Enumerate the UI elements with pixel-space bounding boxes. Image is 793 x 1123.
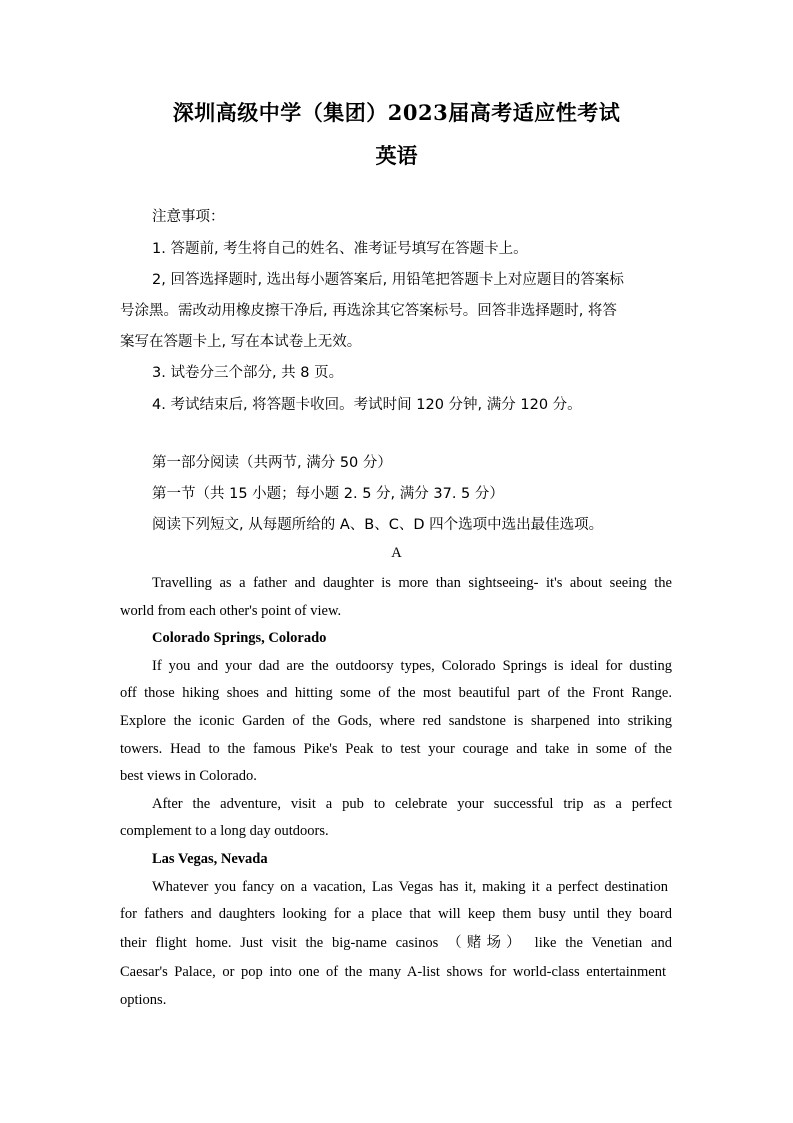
note-item-2-line-2: 号涂黑。需改动用橡皮擦干净后, 再选涂其它答案标号。回答非选择题时, 将答 — [120, 303, 617, 319]
heading-colorado: Colorado Springs, Colorado — [152, 630, 327, 646]
section-one-heading: 第一节（共 15 小题；每小题 2. 5 分, 满分 37. 5 分） — [152, 486, 504, 502]
pub-line-1: After the adventure, visit a pub to celebrate your successful trip as a perfect — [152, 796, 672, 812]
colorado-line-3: Explore the iconic Garden of the Gods, where red sandstone is sharpened into striking — [120, 713, 672, 729]
vegas-line-3: their flight home. Just visit the big-name casinos （赌场） like the Venetian and — [120, 935, 672, 951]
heading-las-vegas: Las Vegas, Nevada — [152, 851, 268, 867]
page-title: 深圳高级中学（集团）2023届高考适应性考试 — [172, 100, 621, 125]
passage-label: A — [391, 545, 402, 561]
colorado-line-2: off those hiking shoes and hitting some of the most beautiful part of the Front Range. — [120, 685, 672, 701]
intro-line-2: world from each other's point of view. — [120, 603, 342, 619]
note-item-4: 4. 考试结束后, 将答题卡收回。考试时间 120 分钟, 满分 120 分。 — [152, 397, 582, 413]
notes-heading: 注意事项： — [152, 209, 225, 225]
part-one-heading: 第一部分阅读（共两节, 满分 50 分） — [152, 455, 392, 471]
note-item-2-line-3: 案写在答题卡上, 写在本试卷上无效。 — [120, 334, 362, 350]
colorado-line-4: towers. Head to the famous Pike's Peak to test your courage and take in some of the — [120, 741, 672, 757]
colorado-line-5: best views in Colorado. — [120, 768, 257, 784]
note-item-2-line-1: 2, 回答选择题时, 选出每小题答案后, 用铅笔把答题卡上对应题目的答案标 — [152, 272, 624, 288]
reading-instruction: 阅读下列短文, 从每题所给的 A、B、C、D 四个选项中选出最佳选项。 — [152, 517, 604, 533]
vegas-line-4: Caesar's Palace, or pop into one of the many A-list shows for world-class entertainment — [120, 964, 666, 980]
intro-line-1: Travelling as a father and daughter is more than sightseeing- it's about seeing the — [152, 575, 672, 591]
colorado-line-1: If you and your dad are the outdoorsy types, Colorado Springs is ideal for dusting — [152, 658, 672, 674]
note-item-1: 1. 答题前, 考生将自己的姓名、准考证号填写在答题卡上。 — [152, 241, 528, 257]
pub-line-2: complement to a long day outdoors. — [120, 823, 329, 839]
subject-title: 英语 — [375, 143, 418, 168]
vegas-line-2: for fathers and daughters looking for a place that will keep them busy until they board — [120, 906, 672, 922]
note-item-3: 3. 试卷分三个部分, 共 8 页。 — [152, 365, 344, 381]
vegas-line-5: options. — [120, 992, 167, 1008]
vegas-line-1: Whatever you fancy on a vacation, Las Vegas has it, making it a perfect destination — [152, 879, 668, 895]
